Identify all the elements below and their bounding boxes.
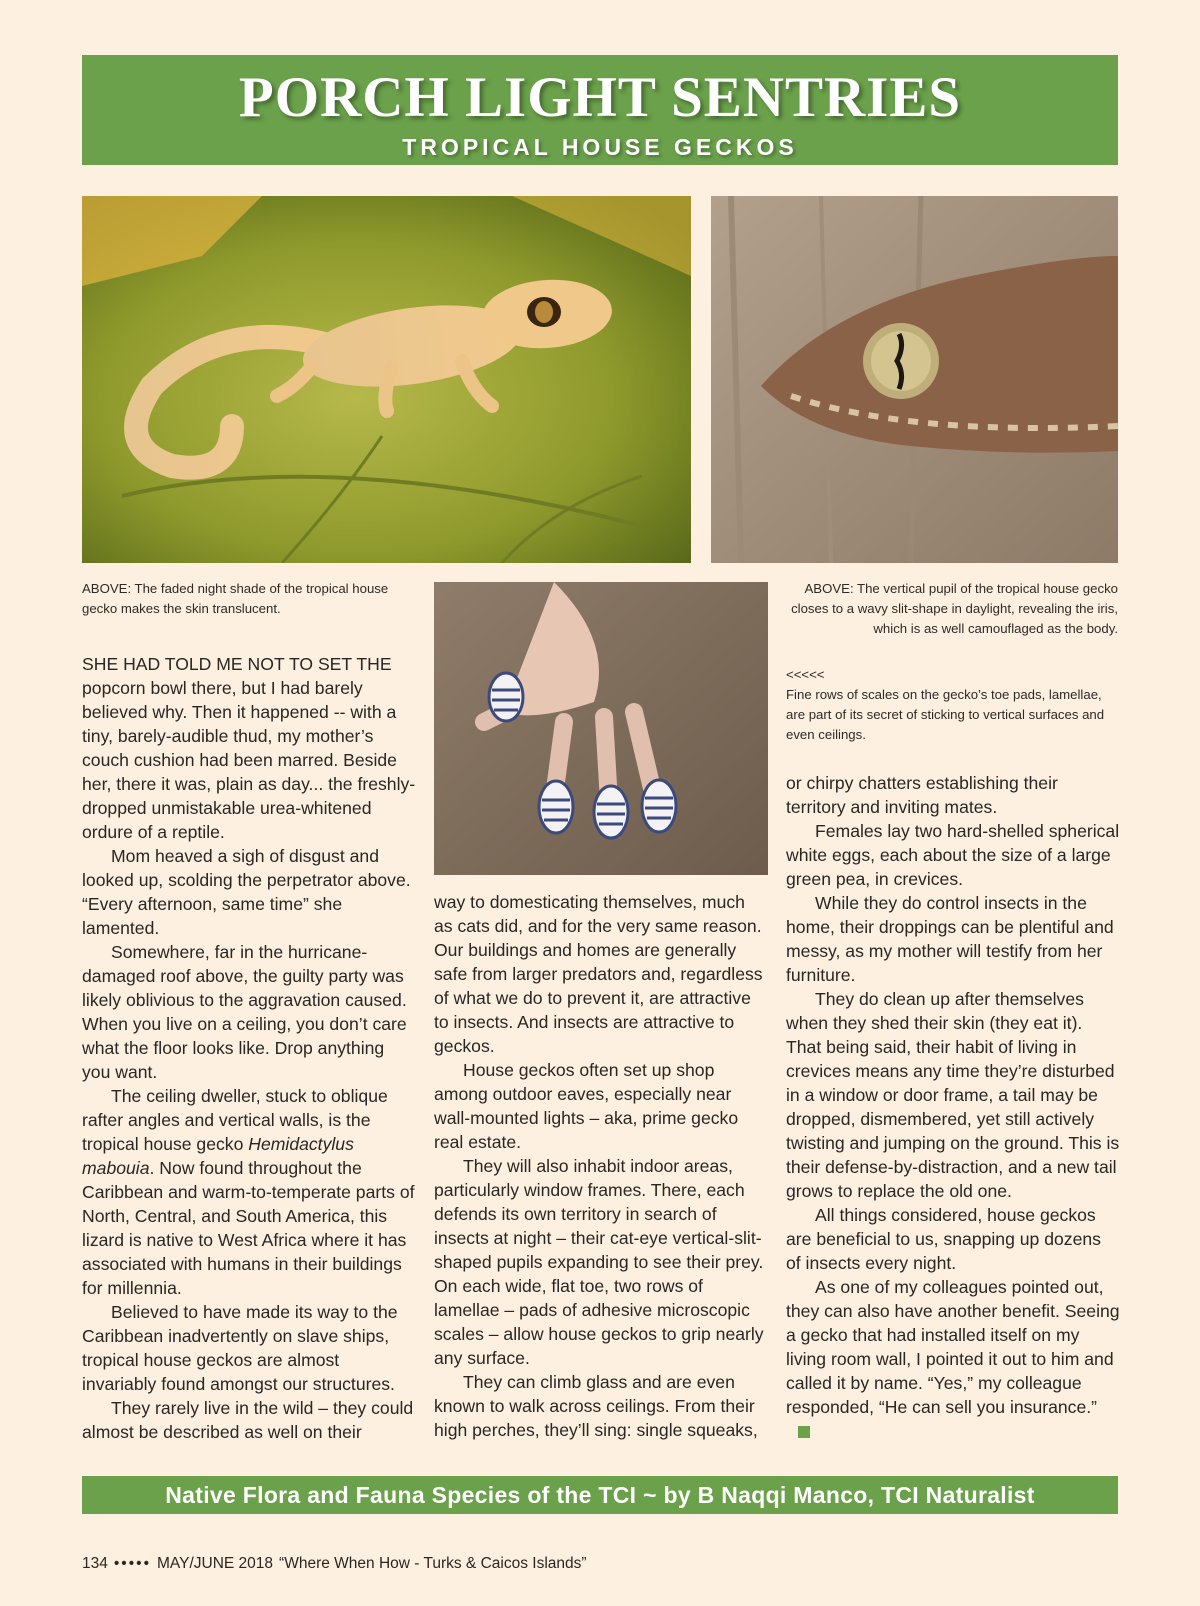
paragraph: While they do control insects in the home, their droppings can be plentiful and messy, as my mother will testify from her furniture. bbox=[786, 893, 1114, 985]
article-subtitle: TROPICAL HOUSE GECKOS bbox=[402, 134, 798, 160]
article-column-1 bbox=[82, 652, 417, 1444]
issue-date: MAY/JUNE 2018 bbox=[157, 1555, 274, 1572]
paragraph: or chirpy chatters establishing their territory and inviting mates. bbox=[786, 773, 1058, 817]
paragraph bbox=[786, 1275, 1120, 1443]
paragraph: SHE HAD TOLD ME NOT TO SET THE popcorn bowl there, but I had barely believed why. Then it happened -- with a tiny, barely-audible thud, my mother’s couch cushion had been marred. Beside her, there it was, plain as day... the freshly-dropped unmistakable urea-whitened ordure of a reptile. bbox=[82, 654, 416, 842]
paragraph: Believed to have made its way to the Caribbean inadvertently on slave ships, tropical house geckos are almost invariably found amongst our structures. bbox=[82, 1302, 398, 1394]
series-credit-bar: Native Flora and Fauna Species of the TCI ~ by B Naqqi Manco, TCI Naturalist bbox=[82, 1476, 1118, 1514]
article-column-3 bbox=[786, 771, 1120, 1443]
page-folio bbox=[82, 1555, 593, 1573]
photo-caption-eye: ABOVE: The vertical pupil of the tropical house gecko closes to a wavy slit-shape in daylight, revealing the iris, which is as well camouflaged as the body. bbox=[791, 581, 1118, 636]
paragraph-text: . Now found throughout the Caribbean and warm-to-temperate parts of North, Central, and South America, this lizard is native to West Africa where it has associated with humans in their buildings for millennia. bbox=[82, 1158, 415, 1298]
paragraph: Somewhere, far in the hurricane-damaged roof above, the guilty party was likely oblivious to the aggravation caused. When you live on a ceiling, you don’t care what the floor looks like. Drop anything you want. bbox=[82, 942, 407, 1082]
paragraph-text: The ceiling dweller, stuck to oblique rafter angles and vertical walls, is the tropical house gecko bbox=[82, 1086, 388, 1154]
paragraph: They rarely live in the wild – they could almost be described as well on their bbox=[82, 1398, 414, 1442]
article-title: PORCH LIGHT SENTRIES bbox=[238, 66, 962, 129]
publication-name: “Where When How - Turks & Caicos Islands” bbox=[279, 1555, 587, 1572]
paragraph: All things considered, house geckos are beneficial to us, snapping up dozens of insects every night. bbox=[786, 1205, 1101, 1273]
paragraph: They can climb glass and are even known to walk across ceilings. From their high perches, they’ll sing: single squeaks, bbox=[434, 1372, 758, 1440]
header-banner bbox=[82, 55, 1118, 165]
page-number: 134 bbox=[82, 1555, 108, 1572]
gecko-toe-pads-photo bbox=[434, 582, 768, 875]
paragraph: House geckos often set up shop among outdoor eaves, especially near wall-mounted lights – aka, prime gecko real estate. bbox=[434, 1060, 739, 1152]
gecko-on-leaf-photo bbox=[82, 196, 691, 563]
paragraph: Mom heaved a sigh of disgust and looked up, scolding the perpetrator above. “Every afternoon, same time” she lamented. bbox=[82, 846, 411, 938]
photo-caption-leaf: ABOVE: The faded night shade of the tropical house gecko makes the skin translucent. bbox=[82, 581, 389, 616]
end-mark-icon bbox=[798, 1426, 810, 1438]
article-column-2 bbox=[434, 890, 768, 1442]
caption-toes-text: Fine rows of scales on the gecko’s toe pads, lamellae, are part of its secret of sticking to vertical surfaces and even ceilings. bbox=[786, 687, 1105, 742]
gecko-eye-closeup-photo bbox=[711, 196, 1118, 563]
paragraph: way to domesticating themselves, much as cats did, and for the very same reason. Our buildings and homes are generally safe from larger predators and, regardless of what we do to prevent it, are attractive to insects. And insects are attractive to geckos. bbox=[434, 892, 763, 1056]
paragraph: Females lay two hard-shelled spherical white eggs, each about the size of a large green pea, in crevices. bbox=[786, 821, 1120, 889]
paragraph bbox=[82, 1084, 417, 1300]
paragraph: They do clean up after themselves when they shed their skin (they eat it). That being said, their habit of living in crevices means any time they’re disturbed in a window or door frame, a tail may be dropped, dismembered, yet still actively twisting and jumping on the ground. This is their defense-by-distraction, and a new tail grows to replace the old one. bbox=[786, 989, 1120, 1201]
species-name: Hemidactylus mabouia bbox=[82, 1134, 354, 1178]
paragraph-text: As one of my colleagues pointed out, they can also have another benefit. Seeing a gecko that had installed itself on my living room wall, I pointed it out to him and called it by name. “Yes,” my colleague responded, “He can sell you insurance.” bbox=[786, 1277, 1120, 1417]
caption-arrows: <<<<< bbox=[786, 667, 825, 682]
folio-dots: ••••• bbox=[113, 1555, 152, 1572]
paragraph: They will also inhabit indoor areas, particularly window frames. There, each defends its own territory in search of insects at night – their cat-eye vertical-slit-shaped pupils expanding to see their prey. On each wide, flat toe, two rows of lamellae – pads of adhesive microscopic scales – allow house geckos to grip nearly any surface. bbox=[434, 1156, 764, 1368]
photo-caption-toes bbox=[786, 665, 1118, 745]
